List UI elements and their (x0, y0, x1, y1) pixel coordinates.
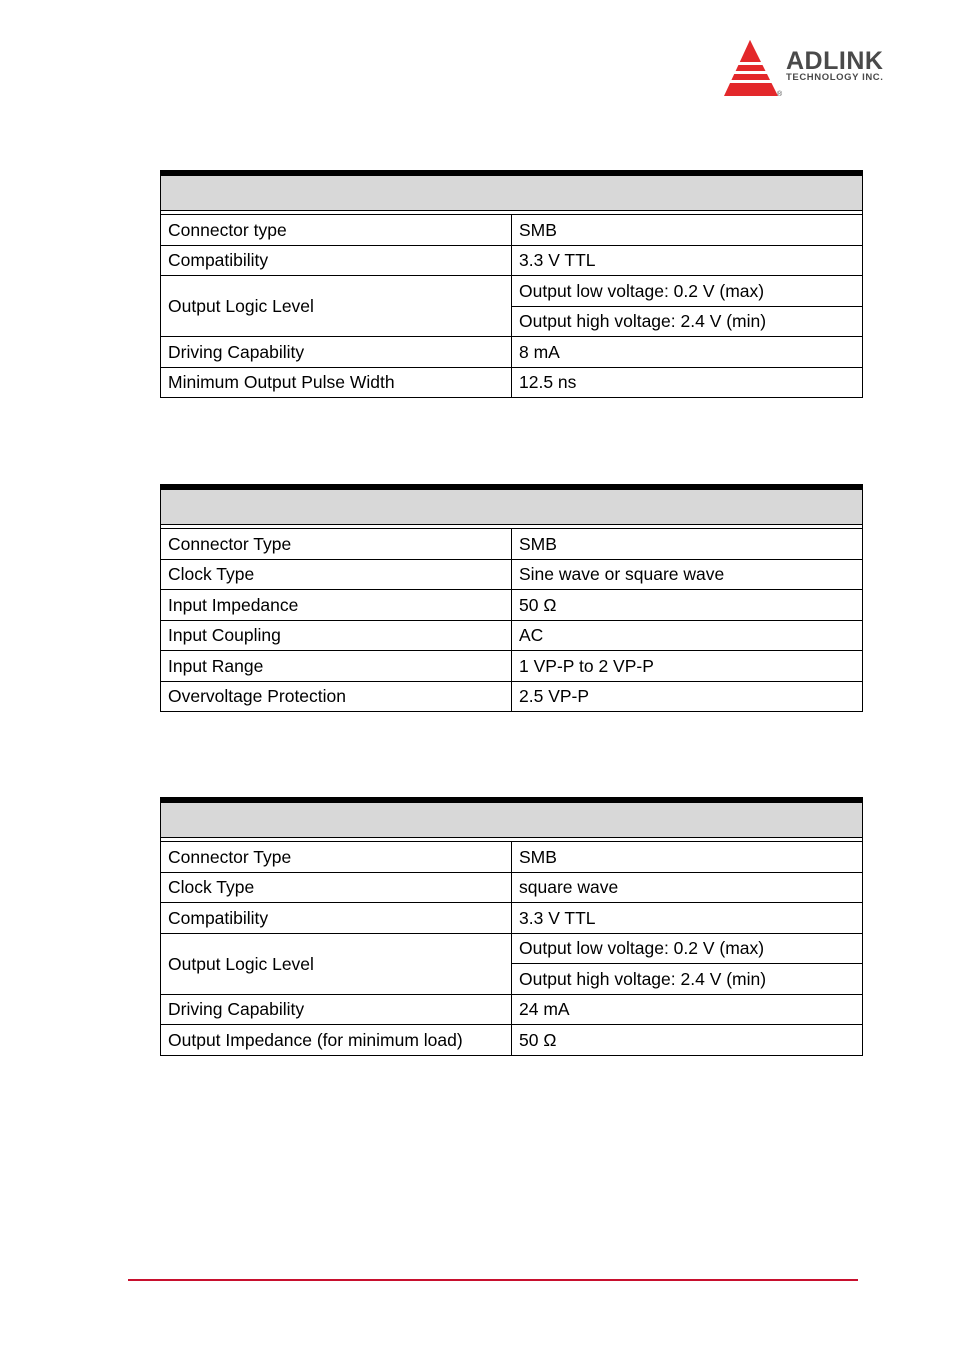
table-row (161, 651, 863, 682)
table-row (161, 903, 863, 934)
row-value: SMB (512, 215, 863, 246)
row-value: Sine wave or square wave (512, 559, 863, 590)
row-value: 50 Ω (512, 1025, 863, 1056)
table-row (161, 590, 863, 621)
table-row (161, 276, 863, 307)
table-row (161, 1025, 863, 1056)
table-row (161, 367, 863, 398)
spec-table-3 (160, 797, 863, 1056)
row-value: 3.3 V TTL (512, 245, 863, 276)
footer-divider (128, 1279, 858, 1281)
table-row (161, 215, 863, 246)
logo-subtitle: TECHNOLOGY INC. (786, 72, 884, 83)
row-label: Minimum Output Pulse Width (161, 367, 512, 398)
row-label: Clock Type (161, 559, 512, 590)
row-value: 24 mA (512, 994, 863, 1025)
table-row (161, 337, 863, 368)
row-label: Input Impedance (161, 590, 512, 621)
table-row (161, 872, 863, 903)
row-label: Input Coupling (161, 620, 512, 651)
row-label: Connector type (161, 215, 512, 246)
row-label: Connector Type (161, 842, 512, 873)
row-value: SMB (512, 529, 863, 560)
row-value: 1 VP-P to 2 VP-P (512, 651, 863, 682)
table-row (161, 933, 863, 964)
table-row (161, 994, 863, 1025)
table-row (161, 620, 863, 651)
table-row (161, 681, 863, 712)
row-label: Output Logic Level (161, 933, 512, 994)
row-label: Overvoltage Protection (161, 681, 512, 712)
logo-brand: ADLINK (786, 47, 884, 75)
row-value: Output high voltage: 2.4 V (min) (512, 964, 863, 995)
row-label: Input Range (161, 651, 512, 682)
row-value: 8 mA (512, 337, 863, 368)
row-label: Output Impedance (for minimum load) (161, 1025, 512, 1056)
row-label: Clock Type (161, 872, 512, 903)
row-value: Output low voltage: 0.2 V (max) (512, 276, 863, 307)
row-value: AC (512, 620, 863, 651)
row-value: 50 Ω (512, 590, 863, 621)
row-label: Driving Capability (161, 337, 512, 368)
table-header-band (161, 800, 863, 838)
row-value: 2.5 VP-P (512, 681, 863, 712)
row-value: SMB (512, 842, 863, 873)
row-value: 12.5 ns (512, 367, 863, 398)
table-header-band (161, 173, 863, 211)
table-row (161, 529, 863, 560)
row-label: Output Logic Level (161, 276, 512, 337)
table-row (161, 559, 863, 590)
row-label: Compatibility (161, 903, 512, 934)
row-value: square wave (512, 872, 863, 903)
spec-table-1 (160, 170, 863, 398)
adlink-logo (722, 38, 912, 100)
logo-triangle-icon (722, 38, 784, 100)
row-label: Connector Type (161, 529, 512, 560)
row-value: 3.3 V TTL (512, 903, 863, 934)
row-label: Driving Capability (161, 994, 512, 1025)
registered-mark: ® (777, 91, 783, 98)
table-row (161, 245, 863, 276)
table-header-band (161, 487, 863, 525)
row-label: Compatibility (161, 245, 512, 276)
spec-table-2 (160, 484, 863, 712)
row-value: Output low voltage: 0.2 V (max) (512, 933, 863, 964)
row-value: Output high voltage: 2.4 V (min) (512, 306, 863, 337)
table-row (161, 842, 863, 873)
